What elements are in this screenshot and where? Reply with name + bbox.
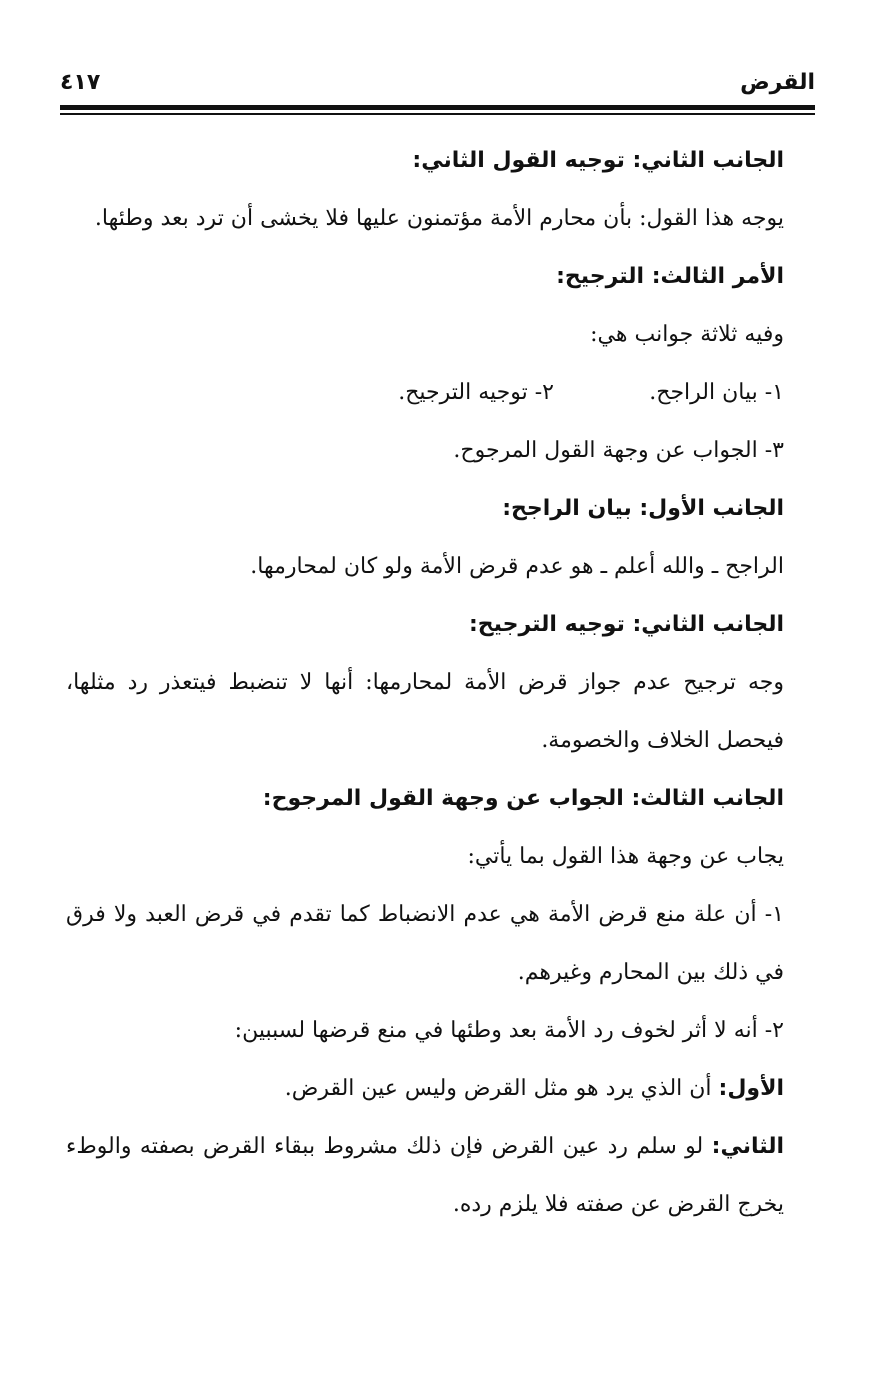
paragraph: وفيه ثلاثة جوانب هي: bbox=[590, 322, 784, 347]
reason-text: لو سلم رد عين القرض فإن ذلك مشروط ببقاء القرض بصفته والوطء يخرج القرض عن صفته فلا يلزم رده. bbox=[66, 1134, 784, 1217]
section-heading: الجانب الثاني: توجيه القول الثاني: bbox=[412, 148, 784, 173]
paragraph: الراجح ـ والله أعلم ـ هو عدم قرض الأمة ولو كان لمحارمها. bbox=[250, 554, 784, 579]
reason-text: أن الذي يرد هو مثل القرض وليس عين القرض. bbox=[284, 1076, 719, 1101]
paragraph: يجاب عن وجهة هذا القول بما يأتي: bbox=[467, 844, 784, 869]
header-rule-thin bbox=[60, 113, 815, 115]
list-item: ٢- توجيه الترجيح. bbox=[398, 380, 554, 405]
reason-lead: الأول: bbox=[718, 1076, 784, 1101]
section-heading: الجانب الثالث: الجواب عن وجهة القول المرجوح: bbox=[262, 786, 784, 811]
paragraph: وجه ترجيح عدم جواز قرض الأمة لمحارمها: أنها لا تنضبط فيتعذر رد مثلها، فيحصل الخلاف والخصومة. bbox=[66, 670, 784, 753]
reason-paragraph bbox=[66, 1118, 818, 1234]
list-item: ٢- أنه لا أثر لخوف رد الأمة بعد وطئها في منع قرضها لسببين: bbox=[234, 1018, 784, 1043]
list-item: ٣- الجواب عن وجهة القول المرجوح. bbox=[453, 438, 784, 463]
section-heading: الأمر الثالث: الترجيح: bbox=[556, 264, 784, 289]
list-item: ١- بيان الراجح. bbox=[649, 380, 784, 405]
list-item: ١- أن علة منع قرض الأمة هي عدم الانضباط كما تقدم في قرض العبد ولا فرق في ذلك بين المحارم وغيرهم. bbox=[66, 902, 784, 985]
paragraph: يوجه هذا القول: بأن محارم الأمة مؤتمنون عليها فلا يخشى أن ترد بعد وطئها. bbox=[94, 206, 784, 231]
reason-paragraph bbox=[66, 1060, 818, 1118]
page-number: ٤١٧ bbox=[60, 70, 101, 95]
reason-lead: الثاني: bbox=[711, 1134, 784, 1159]
page-header bbox=[60, 70, 815, 106]
header-rule-thick bbox=[60, 105, 815, 110]
list-row bbox=[66, 364, 818, 422]
section-heading: الجانب الثاني: توجيه الترجيح: bbox=[469, 612, 784, 637]
running-title: القرض bbox=[740, 70, 815, 95]
page-body bbox=[66, 132, 818, 1234]
section-heading: الجانب الأول: بيان الراجح: bbox=[502, 496, 784, 521]
